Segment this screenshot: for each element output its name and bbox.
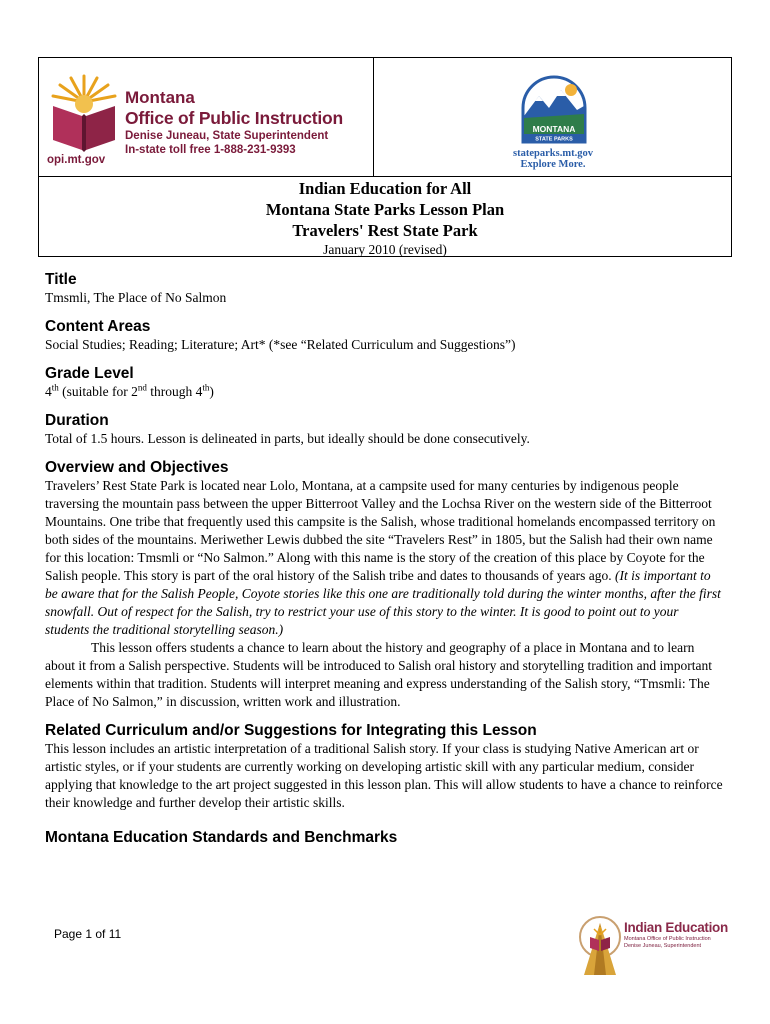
grade-sup-2: nd xyxy=(137,382,147,393)
section-heading-standards: Montana Education Standards and Benchmarks xyxy=(45,829,398,846)
page-number: Page 1 of 11 xyxy=(54,927,122,941)
section-heading-related-curriculum: Related Curriculum and/or Suggestions for Integrating this Lesson xyxy=(45,722,537,739)
opi-tollfree-label: In-state toll free 1-888-231-9393 xyxy=(125,144,296,156)
doc-title-line-1: Indian Education for All xyxy=(298,179,472,198)
logo-state-parks-word: STATE PARKS xyxy=(535,136,573,143)
state-parks-url-block xyxy=(484,148,622,170)
opi-book-sun-icon xyxy=(47,72,121,152)
indian-education-text xyxy=(624,920,728,950)
grade-sup: th xyxy=(51,382,59,393)
indian-education-title: Indian Education xyxy=(624,920,728,935)
opi-office-label: Office of Public Instruction xyxy=(125,108,344,128)
logo-row xyxy=(39,58,731,177)
doc-title-line-2: Montana State Parks Lesson Plan xyxy=(265,200,505,219)
opi-montana-label: Montana xyxy=(125,88,195,107)
logo-montana-word: MONTANA xyxy=(532,124,576,134)
indian-education-footer-logo xyxy=(576,915,736,977)
opi-logo-cell xyxy=(39,58,374,176)
header-table xyxy=(38,57,732,257)
indian-education-sub-1: Montana Office of Public Instruction xyxy=(624,936,711,942)
opi-url: opi.mt.gov xyxy=(47,154,106,166)
content-areas-text: Social Studies; Reading; Literature; Art* (*see “Related Curriculum and Suggestions”) xyxy=(45,337,516,352)
opi-text-block xyxy=(125,88,343,157)
indian-education-sub-2: Denise Juneau, Superintendent xyxy=(624,943,702,949)
title-text: Tmsmli, The Place of No Salmon xyxy=(45,290,227,305)
section-heading-grade-level: Grade Level xyxy=(45,365,134,382)
duration-text: Total of 1.5 hours. Lesson is delineated in parts, but ideally should be done consecutively. xyxy=(45,431,530,446)
section-heading-duration: Duration xyxy=(45,412,109,429)
section-heading-overview: Overview and Objectives xyxy=(45,459,229,476)
related-curriculum-text: This lesson includes an artistic interpretation of a traditional Salish story. If your class is studying Native American art or artistic styles, or if your students are currently working on developing artistic skill with any particular medium, consider applying that knowledge to the art project suggested in this lesson plan. This will allow students to have a chance to reinforce their knowledge and further develop their artistic skills. xyxy=(45,741,723,810)
opi-superintendent-label: Denise Juneau, State Superintendent xyxy=(125,130,329,142)
overview-p1-italic-note: (It is important to be aware that for the Salish People, Coyote stories like this one are traditionally told during the winter months, after the first snowfall. Out of respect for the Salish, try to restrict your use of this story to the winter. It is good to point out to your students the traditional storytelling season.) xyxy=(45,568,721,637)
grade-end: ) xyxy=(209,384,214,399)
overview-paragraph-1 xyxy=(45,477,725,639)
montana-state-parks-logo-icon xyxy=(519,70,589,146)
state-parks-logo-cell xyxy=(374,58,731,176)
state-parks-tagline: Explore More. xyxy=(520,159,586,170)
grade-value: 4 xyxy=(45,384,52,399)
indian-education-tipi-icon xyxy=(576,915,624,977)
overview-p1-normal: Travelers’ Rest State Park is located near Lolo, Montana, at a campsite used for many centuries by indigenous people traversing the mountain pass between the upper Bitterroot Valley and the Lochsa River on the western side of the Bitterroot Mountains. One tribe that frequently used this campsite is the Salish, whose traditional homelands encompassed territory on both sides of the mountains. Meriwether Lewis dubbed the site “Travelers Rest” in 1805, but the Salish had their own name for this location: Tmsmli or “No Salmon.” Along with this name is the story of the creation of this place by Coyote for the Salish people. This story is part of the oral history of the Salish tribe and dates to thousands of years ago. xyxy=(45,478,716,583)
section-heading-content-areas: Content Areas xyxy=(45,318,151,335)
grade-level-text xyxy=(45,383,725,401)
doc-date: January 2010 (revised) xyxy=(323,242,447,257)
doc-title-line-3: Travelers' Rest State Park xyxy=(292,221,478,240)
state-parks-url: stateparks.mt.gov xyxy=(513,148,593,159)
grade-mid-2: through 4 xyxy=(146,384,203,399)
title-row xyxy=(39,177,731,257)
overview-paragraph-2: This lesson offers students a chance to learn about the history and geography of a place in Montana and to learn about it from a Salish perspective. Students will be introduced to Salish oral history and storytelling tradition and important elements within that tradition. Students will interpret meaning and express understanding of the Salish story, “Tmsmli: The Place of No Salmon,” in discussion, written work and illustration. xyxy=(45,640,713,709)
grade-mid-1: (suitable for 2 xyxy=(58,384,138,399)
grade-sup-3: th xyxy=(202,382,210,393)
section-heading-title: Title xyxy=(45,271,77,288)
lesson-content xyxy=(45,270,725,847)
